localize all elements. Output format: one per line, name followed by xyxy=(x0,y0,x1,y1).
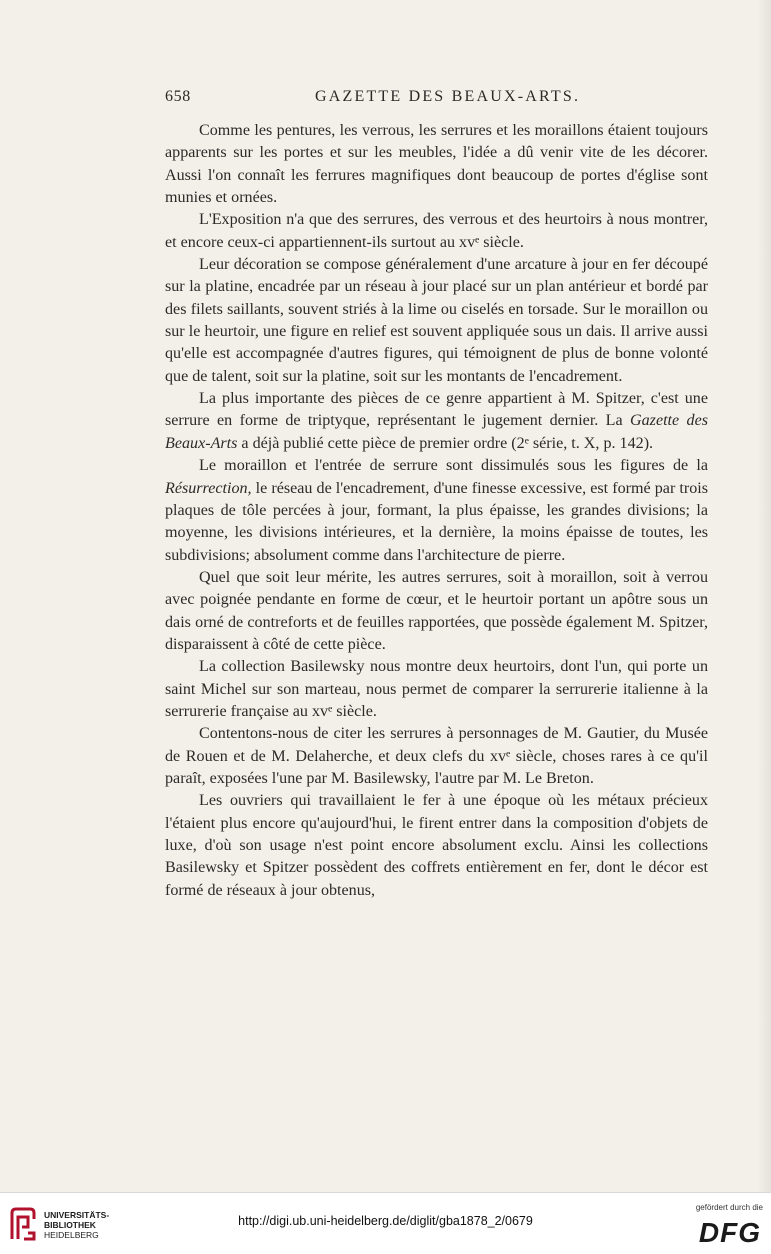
permalink-url[interactable]: http://digi.ub.uni-heidelberg.de/diglit/gba1878_2/0679 xyxy=(238,1214,533,1228)
paragraph-4 xyxy=(165,388,708,455)
body-text xyxy=(165,120,708,902)
paragraph-6: Quel que soit leur mérite, les autres serrures, soit à moraillon, soit à verrou avec poignée pendante en forme de cœur, et le heurtoir portant un apôtre sous un dais orné de contreforts et de feuilles rapportées, que possède également M. Spitzer, disparaissent à côté de cette pièce. xyxy=(165,568,708,653)
library-name-line-3: HEIDELBERG xyxy=(44,1230,99,1240)
paragraph-4-text-a: La plus importante des pièces de ce genre appartient à M. Spitzer, c'est une serrure en forme de triptyque, représentant le jugement dernier. La xyxy=(165,390,708,430)
paragraph-3: Leur décoration se compose généralement d'une arcature à jour en fer découpé sur la platine, encadrée par un réseau à jour placé sur un plan antérieur et bordé par des filets saillants, souvent striés à la lime ou ciselés en torsade. Sur le moraillon ou sur le heurtoir, une figure en relief est souvent appliquée sous un dais. Il arrive aussi qu'elle est accompagnée d'autres figures, qui témoignent de plus de bonne volonté que de talent, soit sur la platine, soit sur les montants de l'encadrement. xyxy=(165,256,708,385)
page-edge-shadow xyxy=(757,0,771,1192)
paragraph-5-text-a: Le moraillon et l'entrée de serrure sont dissimulés sous les figures de la xyxy=(199,457,708,475)
page-number: 658 xyxy=(165,88,191,105)
paragraph-5-text-b: le réseau de l'encadrement, d'une finesse excessive, est formé par trois plaques de tôle percées à jour, formant, la plus épaisse, les grandes divisions; la moyenne, les divisions intérieures, et la dernière, la moins épaisse de toutes, les subdivisions; absolument comme dans l'architecture de pierre. xyxy=(165,479,708,564)
paragraph-4-italic-title: Gazette des Beaux-Arts xyxy=(165,412,708,452)
paragraph-7: La collection Basilewsky nous montre deux heurtoirs, dont l'un, qui porte un saint Michel sur son marteau, nous permet de comparer la serrurerie italienne à la serrurerie française au xvᵉ siècle. xyxy=(165,658,708,720)
paragraph-5 xyxy=(165,455,708,567)
paragraph-4-text-b: a déjà publié cette pièce de premier ordre (2ᵉ série, t. X, p. 142). xyxy=(237,434,654,452)
journal-title: GAZETTE DES BEAUX-ARTS. xyxy=(315,88,581,105)
paragraph-8: Contentons-nous de citer les serrures à personnages de M. Gautier, du Musée de Rouen et de M. Delaherche, et deux clefs du xvᵉ siècle, choses rares à ce qu'il paraît, exposées l'une par M. Basilewsky, l'autre par M. Le Breton. xyxy=(165,725,708,787)
dfg-logo[interactable]: DFG xyxy=(698,1217,761,1248)
viewer-footer xyxy=(0,1192,771,1254)
library-name-line-2: BIBLIOTHEK xyxy=(44,1220,96,1230)
paragraph-9: Les ouvriers qui travaillaient le fer à une époque où les métaux précieux l'étaient plus encore qu'aujourd'hui, le firent entrer dans la composition d'objets de luxe, d'où son usage n'est point encore absolument exclu. Ainsi les collections Basilewsky et Spitzer possèdent des coffrets entièrement en fer, dont le décor est formé de réseaux à jour obtenus, xyxy=(165,792,708,899)
paragraph-2: L'Exposition n'a que des serrures, des verrous et des heurtoirs à nous montrer, et encore ceux-ci appartiennent-ils surtout au xvᵉ siècle. xyxy=(165,211,708,251)
library-name-line-1: UNIVERSITÄTS- xyxy=(44,1210,110,1220)
paragraph-1: Comme les pentures, les verrous, les serrures et les moraillons étaient toujours apparents sur les portes et sur les meubles, l'idée a dû venir vite de les décorer. Aussi l'on connaît les ferrures magnifiques dont beaucoup de portes d'église sont munies et ornées. xyxy=(165,122,708,207)
paragraph-5-italic-title: Résurrection, xyxy=(165,479,252,497)
funded-by-label: gefördert durch die xyxy=(695,1203,763,1212)
